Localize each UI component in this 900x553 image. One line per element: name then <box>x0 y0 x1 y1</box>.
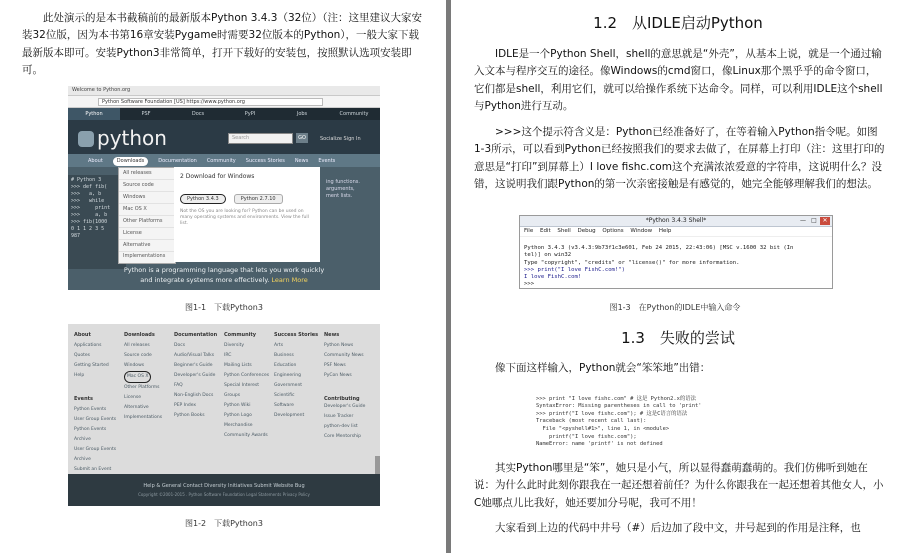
comment-paragraph: 大家看到上边的代码中井号（#）后边加了段中文，井号起到的作用是注释，也 <box>495 522 861 534</box>
downloads-dropdown <box>118 167 176 264</box>
browser-address-bar <box>68 96 380 108</box>
section-1-3-heading: 1.3 失败的尝试 <box>621 329 735 347</box>
footer-link[interactable]: Python Wiki <box>224 403 251 408</box>
events-header: Events <box>74 396 93 402</box>
footer-column-header: Success Stories <box>274 332 319 338</box>
footer-column-header: News <box>324 332 340 338</box>
footer-link[interactable]: Arts <box>274 343 284 348</box>
header-links[interactable]: Socialize Sign In <box>320 136 361 142</box>
footer-copyright: Copyright ©2001-2015 . Python Software Foundation Legal Statements Privacy Policy <box>138 492 310 497</box>
prompt-paragraph: >>>这个提示符含义是：Python已经准备好了，在等着输入Python指令呢。如图1-3所示，可以看到Python已经按照我们的要求去做了，在屏幕上打印（注：这里打印的意思是“打印”到屏幕上）I love fishc.com这个充满浓浓爱意的字符串，这说明什么？没错，这说明我们跟Python的第一次亲密接触是有感觉的，她完全能够理解我们的想法。 <box>474 126 885 191</box>
footer-link[interactable]: Engineering <box>274 373 301 378</box>
footer-link[interactable]: Diversity <box>224 343 245 348</box>
intro-paragraph: 此处演示的是本书截稿前的最新版本Python 3.4.3（32位）（注：这里建议大家安装32位版，因为本书第16章安装Pygame时需要32位版本的Python），一般大家下载最新版本即可。安装Python3非常简单，打开下载好的安装包，按照默认选项安装即可。 <box>22 12 423 77</box>
code-line: >>> print "I love fishc.com" # 这是 Python2.x的语法 <box>536 395 697 402</box>
sub-nav-community[interactable]: Community <box>206 158 236 164</box>
menu-edit[interactable]: Edit <box>539 228 551 234</box>
events-item[interactable]: User Group Events Archive <box>74 447 117 462</box>
section-1-2-heading: 1.2 从IDLE启动Python <box>593 14 763 32</box>
footer-link[interactable]: Beginner's Guide <box>174 363 213 368</box>
top-nav-jobs[interactable]: Jobs <box>296 111 308 117</box>
footer-link[interactable]: License <box>124 395 141 400</box>
events-item[interactable]: Python Events Archive <box>74 427 107 442</box>
footer-link[interactable]: Community News <box>324 353 364 358</box>
python-logo-icon <box>78 131 94 147</box>
download-python3-button[interactable]: Python 3.4.3 <box>180 194 226 204</box>
footer-link[interactable]: Other Platforms <box>124 385 160 390</box>
python-top-nav <box>68 108 380 120</box>
footer-link[interactable]: Help <box>74 373 85 378</box>
sub-nav-success-stories[interactable]: Success Stories <box>245 158 285 164</box>
right-page <box>456 0 900 553</box>
left-page <box>0 0 442 553</box>
footer-link[interactable]: Python News <box>324 343 354 348</box>
footer-links[interactable]: Help & General Contact Diversity Initiatives Submit Website Bug <box>143 483 305 489</box>
tagline-line-2: and integrate systems more effectively. <box>140 276 270 284</box>
menu-options[interactable]: Options <box>602 228 624 234</box>
contributing-item[interactable]: Issue Tracker <box>324 414 354 419</box>
footer-link[interactable]: Education <box>274 363 297 368</box>
step-number: 2 <box>180 173 184 180</box>
code-line: >>> printf("I love fishc.com"); # 这是C语言的语法 <box>536 410 688 417</box>
menu-item[interactable]: Alternative Implementations <box>119 240 175 252</box>
footer-link[interactable]: Getting Started <box>74 363 109 368</box>
search-input[interactable]: Search <box>228 133 293 144</box>
go-button[interactable]: GO <box>296 133 308 143</box>
footer-link[interactable]: Special Interest Groups <box>224 383 259 398</box>
top-nav-python[interactable]: Python <box>68 108 120 120</box>
page-divider <box>446 0 451 553</box>
fail-paragraph: 像下面这样输入，Python就会“笨笨地”出错： <box>495 362 711 374</box>
learn-more-link[interactable]: Learn More <box>271 276 308 284</box>
footer-column <box>124 332 174 441</box>
code-line: File "<pyshell#1>", line 1, in <module> <box>536 425 670 432</box>
code-sample: # Python 3 >>> def fib( >>> a, b >>> while >>> print >>> a, b >>> fib(1000 0 1 1 2 3 5 987 <box>68 175 126 269</box>
events-item[interactable]: Python Events <box>74 407 107 412</box>
footer-link[interactable]: Source code <box>124 353 152 358</box>
footer-link[interactable]: Developer's Guide <box>174 373 216 378</box>
footer-link[interactable]: Python Logo <box>224 413 252 418</box>
footer-column-header: Community <box>224 332 257 338</box>
contributing-column <box>324 396 365 442</box>
shell-titlebar <box>520 216 832 227</box>
footer-link[interactable]: Applications <box>74 343 102 348</box>
footer-column-header: Downloads <box>124 332 155 338</box>
top-nav-psf[interactable]: PSF <box>141 111 151 117</box>
footer-link[interactable]: Python Books <box>174 413 205 418</box>
idle-shell-window <box>519 215 833 289</box>
events-item[interactable]: User Group Events <box>74 417 117 422</box>
contributing-header: Contributing <box>324 396 360 402</box>
events-item[interactable]: Submit an Event <box>74 467 112 472</box>
figure1-caption: 图1-1 下载Python3 <box>185 303 263 312</box>
shell-title: *Python 3.4.3 Shell* <box>645 217 707 224</box>
footer-link[interactable]: Software Development <box>274 403 305 418</box>
browser-tab[interactable]: Welcome to Python.org <box>68 86 380 96</box>
flyout-title: Download for Windows <box>185 173 255 180</box>
footer-column-header: Documentation <box>174 332 218 338</box>
footer-link[interactable]: Non-English Docs <box>174 393 214 398</box>
footer-link[interactable]: Python Conferences <box>224 373 270 378</box>
footer-link[interactable]: PyCon News <box>324 373 352 378</box>
error-code-listing <box>536 388 746 450</box>
python-logo[interactable]: python <box>78 126 167 150</box>
sub-nav-documentation[interactable]: Documentation <box>158 158 197 164</box>
stupid-paragraph: 其实Python哪里是“笨”，她只是小气，所以显得蠢萌蠢萌的。我们仿佛听到她在说：为什么此时此刻你跟我在一起还想着前任？为什么你跟我在一起还想着其他女人，小C她哪点儿比我好，她还要加分号呢，我可不用！ <box>474 462 884 509</box>
minimize-icon[interactable]: — <box>800 217 806 224</box>
site-footer <box>68 474 380 506</box>
footer-link[interactable]: Merchandise <box>224 423 253 428</box>
footer-link[interactable]: Mailing Lists <box>224 363 252 368</box>
menu-item[interactable]: Windows <box>119 192 175 204</box>
footer-column-header: About <box>74 332 91 338</box>
tagline-line-1: Python is a programming language that lets you work quickly <box>123 266 325 274</box>
footer-link[interactable]: Government <box>274 383 303 388</box>
figure3-caption: 图1-3 在Python的IDLE中输入命令 <box>609 303 741 312</box>
contributing-item[interactable]: Core Mentorship <box>324 434 362 439</box>
shell-menubar <box>520 227 832 237</box>
footer-link[interactable]: Community Awards <box>224 433 268 438</box>
menu-shell[interactable]: Shell <box>557 228 571 234</box>
flyout-note: Not the OS you are looking for? Python can be used on many operating systems and environments. View the full list. <box>180 209 309 226</box>
download-python2-button[interactable]: Python 2.7.10 <box>234 194 283 204</box>
sub-nav-downloads[interactable]: Downloads <box>113 157 148 166</box>
menu-item[interactable]: License <box>119 228 175 240</box>
footer-link[interactable]: All releases <box>124 343 150 348</box>
close-icon[interactable]: ✕ <box>820 217 830 225</box>
menu-item[interactable]: Mac OS X <box>119 204 175 216</box>
shell-line: Type "copyright", "credits" or "license()" for more information. <box>524 259 740 266</box>
shell-line: >>> print("I love FishC.com!") <box>524 266 626 273</box>
top-nav-docs[interactable]: Docs <box>191 111 205 117</box>
figure2-caption: 图1-2 下载Python3 <box>185 519 263 528</box>
footer-link[interactable]: PEP Index <box>174 403 197 408</box>
menu-help[interactable]: Help <box>658 228 672 234</box>
footer-link[interactable]: Mac OS X <box>124 371 174 383</box>
footer-link[interactable]: Windows <box>124 363 145 368</box>
footer-link[interactable]: Business <box>274 353 294 358</box>
sub-nav-events[interactable]: Events <box>318 158 336 164</box>
footer-link[interactable]: FAQ <box>174 383 183 388</box>
top-nav-pypi[interactable]: PyPI <box>244 111 256 117</box>
maximize-icon[interactable]: □ <box>811 217 817 224</box>
menu-file[interactable]: File <box>524 228 534 234</box>
footer-link[interactable]: Quotes <box>74 353 91 358</box>
footer-column <box>224 332 274 441</box>
tagline <box>68 265 380 285</box>
menu-item[interactable]: All releases <box>119 168 175 180</box>
footer-link[interactable]: PSF News <box>324 363 346 368</box>
footer-link[interactable]: Scientific <box>274 393 295 398</box>
url-field[interactable]: Python Software Foundation [US] https://www.python.org <box>98 98 323 106</box>
python-hero <box>68 167 380 290</box>
menu-item[interactable]: Source code <box>119 180 175 192</box>
menu-item[interactable]: Other Platforms <box>119 216 175 228</box>
shell-output[interactable] <box>520 237 832 289</box>
idle-paragraph: IDLE是一个Python Shell，shell的意思就是“外壳”，从基本上说，就是一个通过输入文本与程序交互的途径。像Windows的cmd窗口，像Linux那个黑乎乎的命令窗口，它们都是shell，利用它们，就可以给操作系统下达命令。同样，可以利用IDLE这个shell与Python进行互动。 <box>474 48 883 113</box>
contributing-item[interactable]: python-dev list <box>324 424 358 429</box>
shell-line: Python 3.4.3 (v3.4.3:9b73f1c3e601, Feb 24 2015, 22:43:06) [MSC v.1600 32 bit (In <box>524 245 794 252</box>
footer-link[interactable]: Alternative Implementations <box>124 405 163 420</box>
sub-nav-about[interactable]: About <box>88 158 103 164</box>
hero-side-text: ing functions. arguments, ment lists. <box>326 179 360 199</box>
python-header <box>68 120 380 154</box>
footer-link[interactable]: Docs <box>174 343 186 348</box>
footer-link[interactable]: IRC <box>224 353 232 358</box>
download-flyout <box>174 167 320 262</box>
shell-line: I love FishC.com! <box>524 274 582 281</box>
shell-line: tel)] on win32 <box>524 252 572 259</box>
footer-link[interactable]: Audio/Visual Talks <box>174 353 215 358</box>
menu-debug[interactable]: Debug <box>577 228 596 234</box>
code-line: NameError: name 'printf' is not defined <box>536 441 663 448</box>
code-line: printf("I love fishc.com"); <box>536 433 637 440</box>
footer-column <box>274 332 324 441</box>
figure-footer-screenshot <box>68 324 380 506</box>
contributing-item[interactable]: Developer's Guide <box>324 404 366 409</box>
events-column <box>74 396 124 475</box>
menu-window[interactable]: Window <box>630 228 653 234</box>
sub-nav-news[interactable]: News <box>294 158 309 164</box>
top-nav-community[interactable]: Community <box>339 111 369 117</box>
code-line: SyntaxError: Missing parentheses in call to 'print' <box>536 403 702 410</box>
footer-column <box>174 332 224 441</box>
code-line: Traceback (most recent call last): <box>536 418 647 425</box>
shell-line: >>> <box>524 281 535 288</box>
figure-browser-screenshot <box>68 86 380 290</box>
